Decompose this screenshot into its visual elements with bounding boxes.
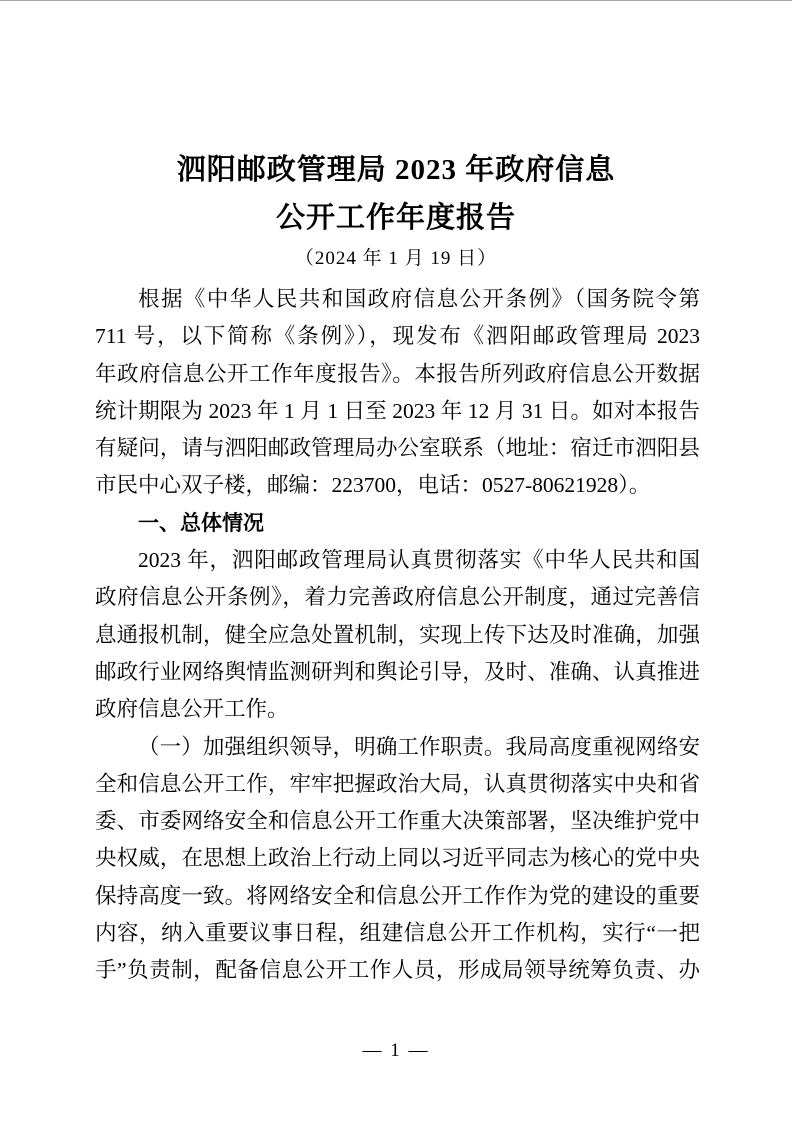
page-number: — 1 — bbox=[362, 1040, 430, 1061]
text-line: 邮政行业网络舆情监测研判和舆论引导，及时、准确、认真推进 bbox=[95, 659, 700, 684]
text-line: 年政府信息公开工作年度报告》。本报告所列政府信息公开数据 bbox=[95, 361, 700, 386]
text-line: 央权威，在思想上政治上行动上同以习近平同志为核心的党中央 bbox=[95, 846, 700, 871]
paragraph bbox=[95, 729, 700, 990]
text-line: 保持高度一致。将网络安全和信息公开工作作为党的建设的重要 bbox=[95, 883, 700, 908]
document-body bbox=[95, 281, 700, 990]
text-line: 息通报机制，健全应急处置机制，实现上传下达及时准确，加强 bbox=[95, 622, 700, 647]
text-line: 2023 年，泗阳邮政管理局认真贯彻落实《中华人民共和国 bbox=[138, 548, 700, 573]
document-title-block bbox=[0, 146, 792, 273]
text-line: 内容，纳入重要议事日程，组建信息公开工作机构，实行“一把 bbox=[95, 921, 700, 946]
text-line: （一）加强组织领导，明确工作职责。我局高度重视网络安 bbox=[138, 734, 700, 759]
paragraph bbox=[95, 542, 700, 728]
text-line: 政府信息公开工作。 bbox=[95, 697, 289, 722]
paragraph bbox=[95, 281, 700, 505]
section-heading bbox=[95, 505, 700, 542]
document-date: （2024 年 1 月 19 日） bbox=[294, 248, 498, 269]
text-line: 市民中心双子楼，邮编：223700，电话：0527-80621928）。 bbox=[95, 473, 651, 498]
text-line: 统计期限为 2023 年 1 月 1 日至 2023 年 12 月 31 日。如对本报告 bbox=[95, 398, 700, 423]
text-line: 根据《中华人民共和国政府信息公开条例》（国务院令第 bbox=[138, 287, 700, 311]
page-top-edge bbox=[0, 0, 792, 1]
document-title-line-1: 泗阳邮政管理局 2023 年政府信息 bbox=[176, 154, 616, 186]
text-line: 委、市委网络安全和信息公开工作重大决策部署，坚决维护党中 bbox=[95, 809, 700, 834]
text-line: 全和信息公开工作，牢牢把握政治大局，认真贯彻落实中央和省 bbox=[95, 771, 700, 796]
text-line: 手”负责制，配备信息公开工作人员，形成局领导统筹负责、办 bbox=[95, 958, 700, 983]
text-line: 一、总体情况 bbox=[138, 511, 264, 535]
text-line: 有疑问，请与泗阳邮政管理局办公室联系（地址：宿迁市泗阳县 bbox=[95, 436, 700, 461]
text-line: 711 号，以下简称《条例》），现发布《泗阳邮政管理局 2023 bbox=[95, 324, 700, 349]
document-title-line-2: 公开工作年度报告 bbox=[275, 202, 516, 234]
text-line: 政府信息公开条例》，着力完善政府信息公开制度，通过完善信 bbox=[95, 585, 700, 610]
